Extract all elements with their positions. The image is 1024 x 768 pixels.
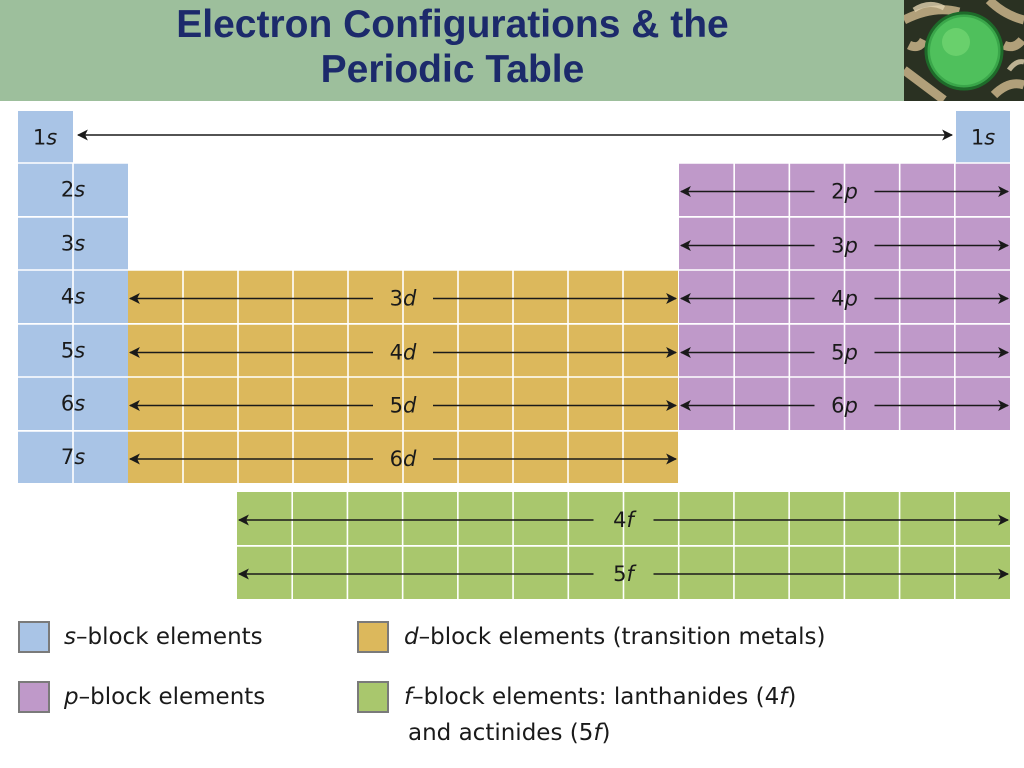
legend-swatch-f-block: [357, 681, 389, 713]
d-block-5d-label: 5d: [389, 393, 417, 418]
legend-s-text: –block elements: [75, 624, 263, 650]
legend-f-italic-2: f: [593, 720, 602, 746]
s-block-1s-right-label: 1s: [970, 125, 996, 150]
s-block-1s-label: 1s: [32, 125, 58, 150]
d-block-4d-label: 4d: [389, 340, 417, 365]
legend-f-line2-a: and actinides (5: [408, 720, 594, 746]
legend-p-letter: p: [64, 684, 79, 710]
legend-f-letter: f: [404, 684, 413, 710]
s-block-label-4s: 4s: [60, 284, 86, 309]
legend-label-s-block: [64, 621, 263, 653]
p-block-2p-label: 2p: [831, 179, 858, 204]
legend-f-line2-b: ): [601, 720, 611, 746]
s-block-label-3s: 3s: [60, 231, 86, 256]
f-block-5f-label: 5f: [613, 562, 634, 586]
p-block-6p-label: 6p: [831, 393, 858, 418]
f-block-4f-label: 4f: [613, 508, 634, 532]
s-block-label-6s: 6s: [60, 391, 86, 416]
legend-d-text: –block elements (transition metals): [418, 624, 826, 650]
legend-label-d-block: [404, 621, 825, 653]
p-block-5p-label: 5p: [831, 340, 858, 365]
legend-p-text: –block elements: [78, 684, 266, 710]
p-block-3p-label: 3p: [831, 233, 858, 258]
s-block-label-2s: 2s: [60, 177, 86, 202]
legend-s-letter: s: [64, 624, 76, 650]
legend-d-letter: d: [404, 624, 419, 650]
legend-label-f-block: [404, 681, 796, 713]
legend-swatch-d-block: [357, 621, 389, 653]
legend-f-text-2: ): [787, 684, 797, 710]
legend-swatch-p-block: [18, 681, 50, 713]
legend-label-f-block-line-2: [408, 717, 610, 749]
p-block-4p-label: 4p: [831, 286, 858, 311]
legend-f-italic-1: f: [779, 684, 788, 710]
d-block-6d-label: 6d: [389, 447, 417, 471]
legend-label-p-block: [64, 681, 265, 713]
legend-swatch-s-block: [18, 621, 50, 653]
legend-f-text-1: –block elements: lanthanides (4: [412, 684, 780, 710]
s-block-label-7s: 7s: [60, 445, 86, 469]
d-block-3d-label: 3d: [389, 286, 417, 311]
title-line-1: Electron Configurations & the: [176, 3, 729, 46]
s-block-label-5s: 5s: [60, 338, 86, 363]
title-line-2: Periodic Table: [320, 48, 585, 91]
